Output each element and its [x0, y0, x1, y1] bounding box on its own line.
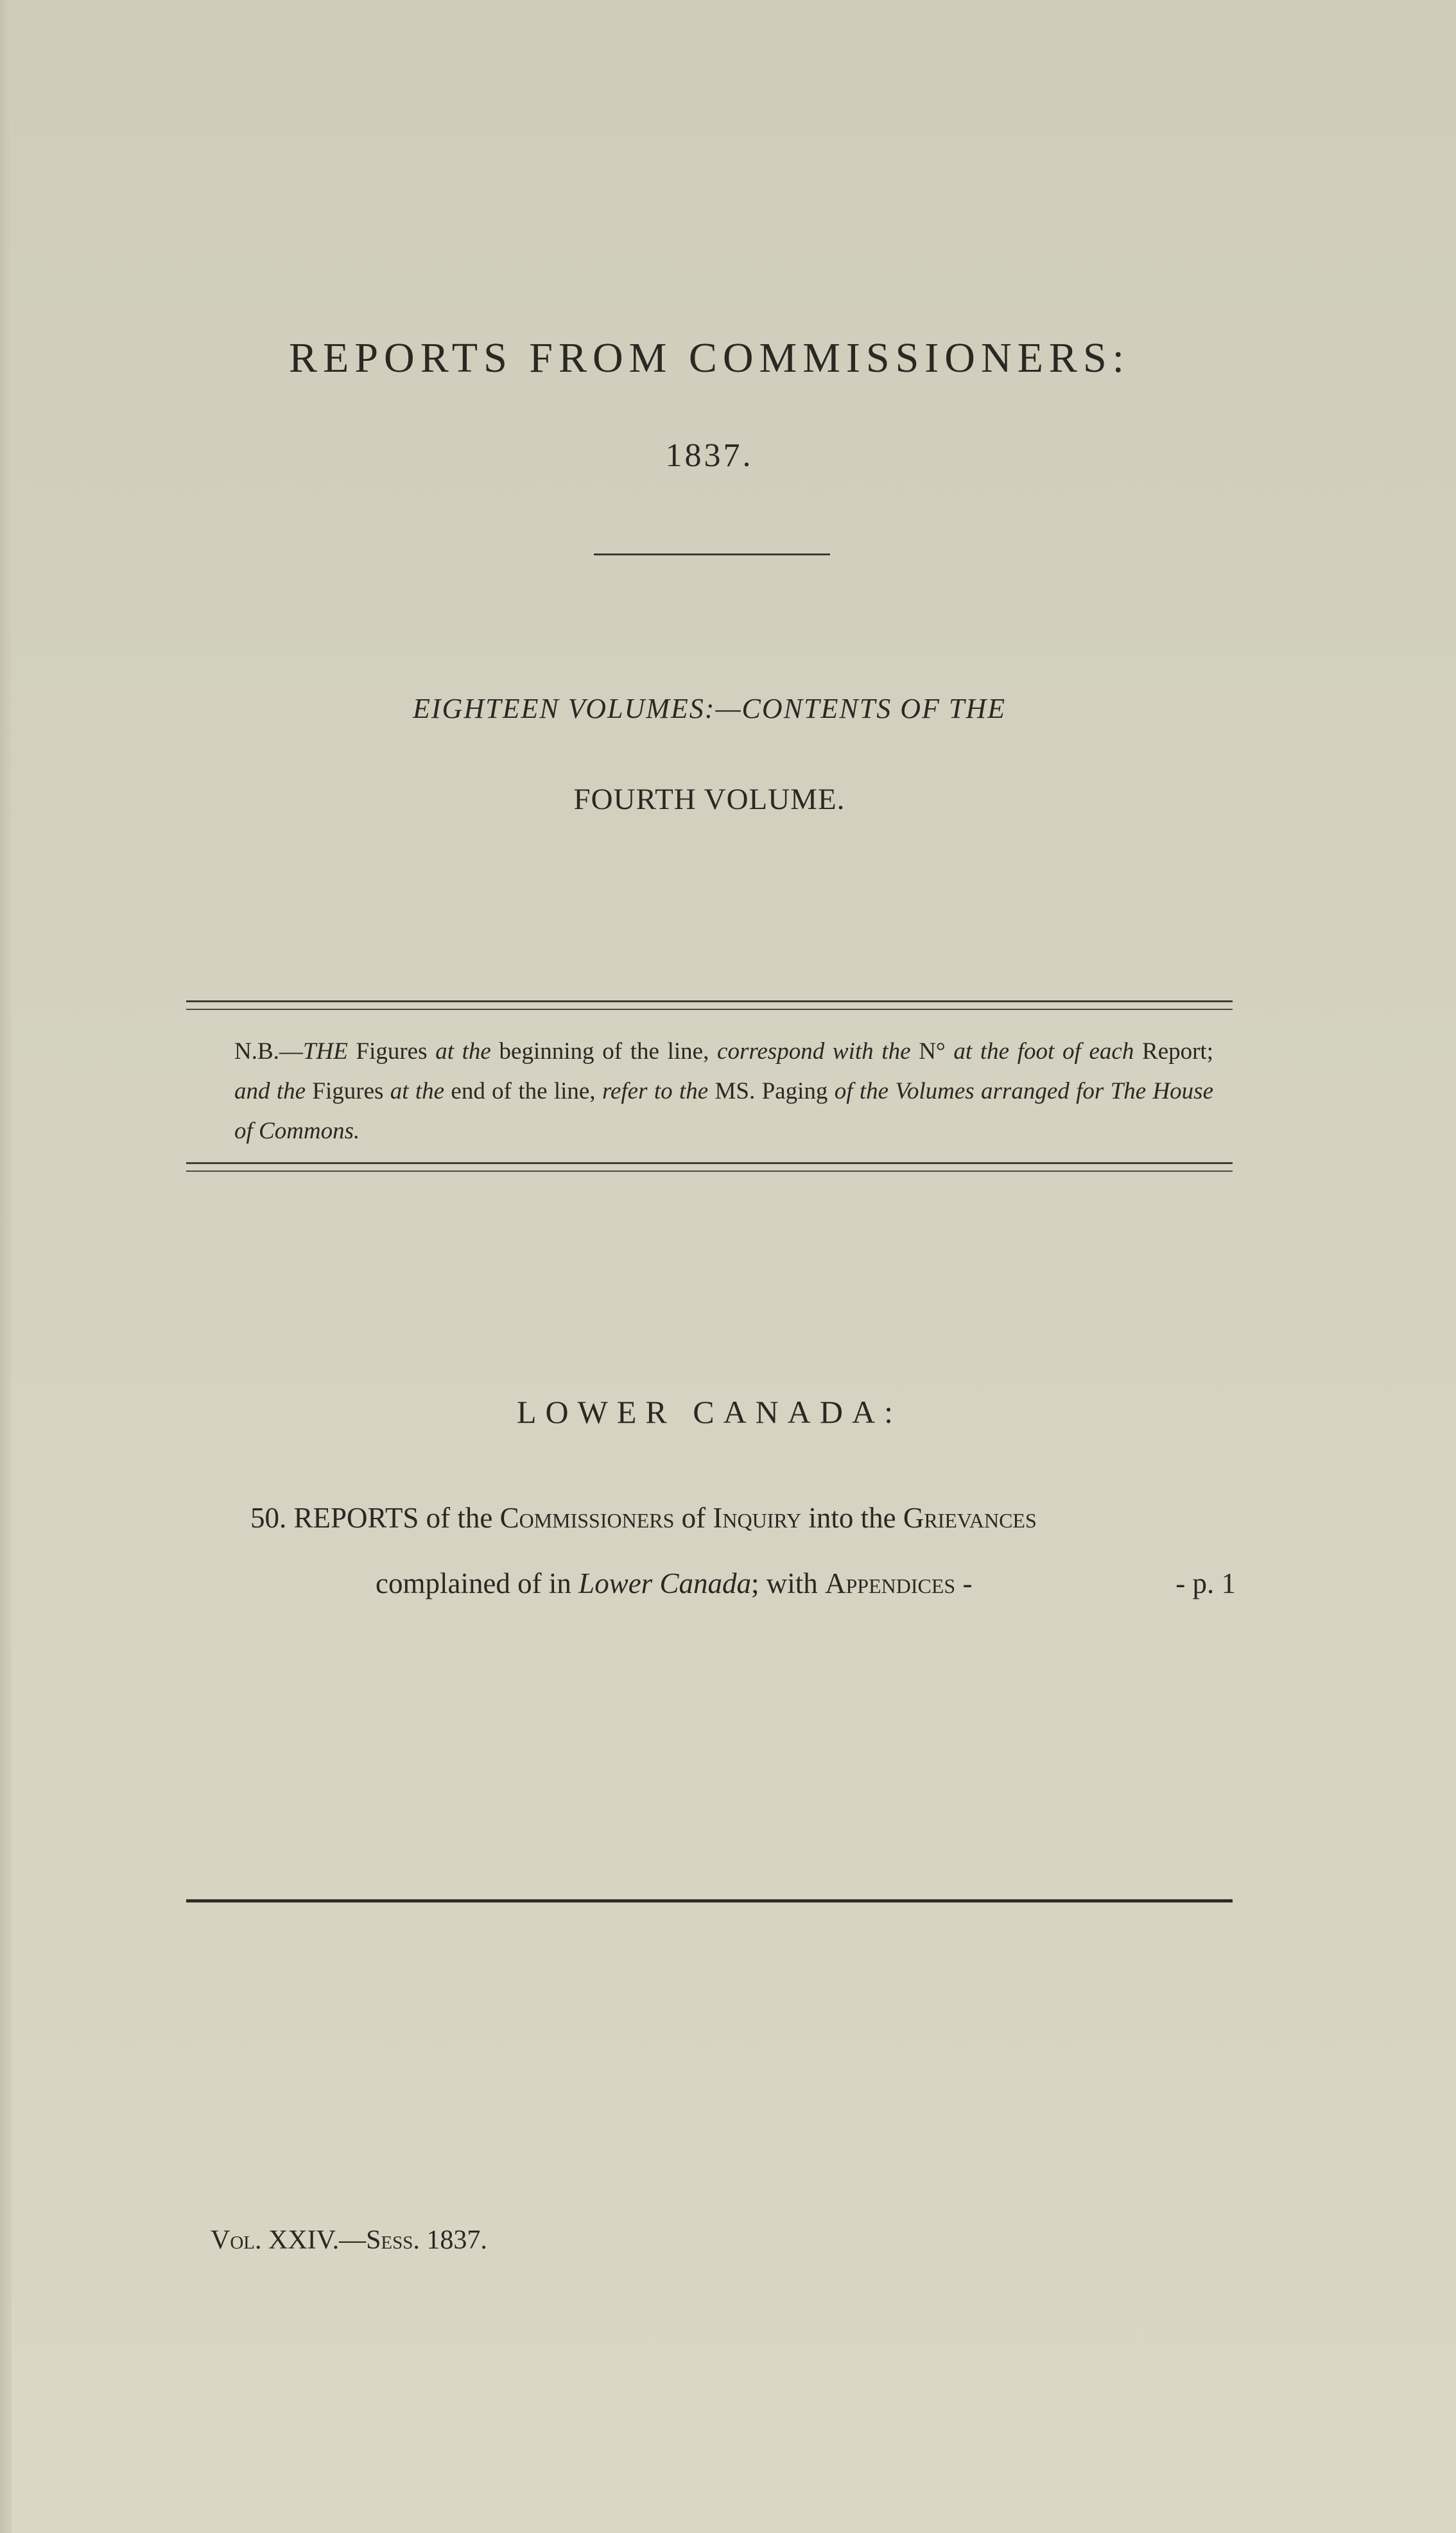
entry-text: complained of in: [376, 1567, 579, 1599]
entry-appendices: Appendices: [824, 1567, 956, 1599]
page-title: REPORTS FROM COMMISSIONERS:: [289, 335, 1130, 381]
note-part: Report;: [1134, 1038, 1213, 1065]
note-bottom-rule: [186, 1162, 1233, 1172]
note-part: MS. Paging: [708, 1078, 835, 1104]
note-top-rule: [186, 1000, 1233, 1010]
note-part: correspond with the: [717, 1038, 911, 1065]
footer-number: XXIV.—: [261, 2225, 367, 2255]
entry-number: 50.: [250, 1502, 287, 1534]
note-part: and the: [234, 1078, 306, 1104]
entry-commissioners: Commissioners: [499, 1502, 675, 1534]
entry-text: of: [674, 1502, 713, 1534]
entry-leader: -: [955, 1567, 973, 1599]
note-part: N.B.—: [234, 1038, 303, 1065]
entry-inquiry: Inquiry: [713, 1502, 802, 1534]
section-heading: LOWER CANADA:: [516, 1394, 903, 1430]
note-part: refer to the: [602, 1078, 709, 1104]
entry-grievances: Grievances: [903, 1502, 1037, 1534]
contents-entry-line-2: [376, 1567, 1236, 1600]
footer-sess: Sess.: [366, 2225, 420, 2255]
volume-footer: [211, 2225, 487, 2256]
entry-page-reference: - p. 1: [1175, 1567, 1236, 1599]
footer-year: 1837.: [419, 2225, 487, 2255]
note-part: beginning of the line,: [490, 1038, 718, 1065]
note-part: of the Volumes arranged for The House of Commons.: [234, 1078, 1213, 1144]
entry-reports: REPORTS: [293, 1502, 419, 1534]
volumes-heading: EIGHTEEN VOLUMES:—CONTENTS OF THE: [413, 693, 1006, 724]
contents-entry-line-1: [250, 1501, 1226, 1535]
note-part: end of the line,: [444, 1078, 602, 1104]
note-part: at the foot of each: [953, 1038, 1134, 1065]
entry-text: of the: [419, 1502, 500, 1534]
footer-vol: Vol.: [211, 2225, 262, 2255]
short-divider: [594, 553, 830, 555]
note-part: THE: [302, 1038, 348, 1065]
entry-text: ; with: [750, 1567, 825, 1599]
nota-bene-note: [234, 1032, 1213, 1151]
publication-year: 1837.: [665, 437, 754, 474]
note-part: at the: [390, 1078, 445, 1104]
note-part: N°: [910, 1038, 954, 1065]
note-part: Figures: [347, 1038, 436, 1065]
note-part: Figures: [306, 1078, 390, 1104]
volume-name: FOURTH VOLUME.: [573, 783, 845, 816]
entry-lower-canada: Lower Canada: [578, 1567, 751, 1599]
entry-text: into the: [801, 1502, 903, 1534]
closing-rule: [186, 1899, 1233, 1902]
note-part: at the: [435, 1038, 491, 1065]
